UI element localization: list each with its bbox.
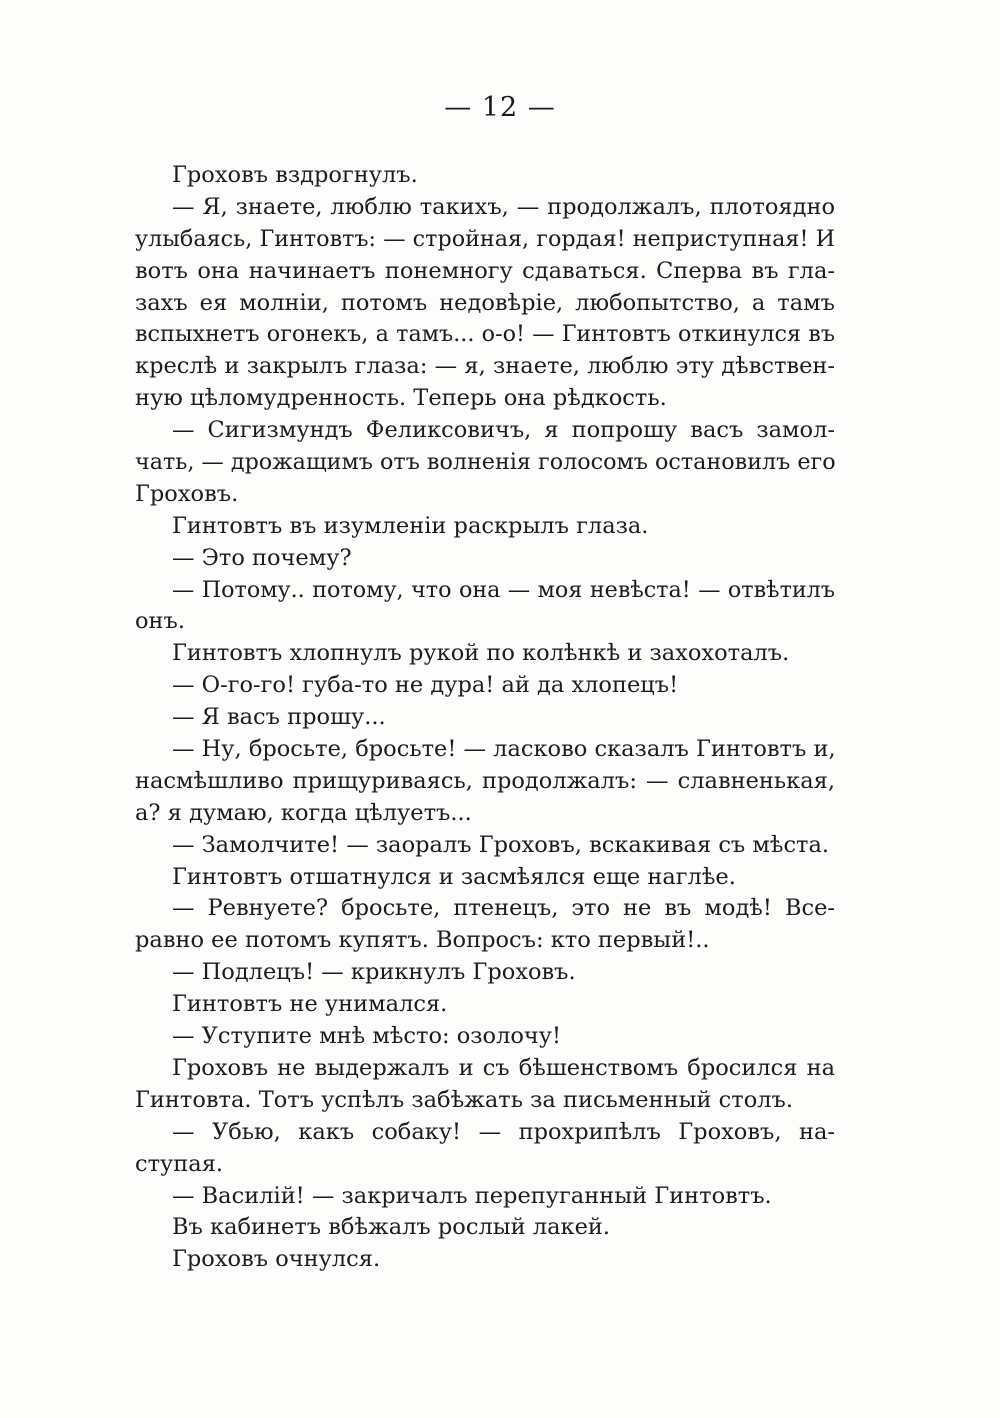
text-line: — Подлецъ! — крикнулъ Гроховъ. bbox=[172, 959, 576, 986]
text-line: — О-го-го! губа-то не дура! ай да хлопецъ! bbox=[172, 672, 679, 699]
text-line: креслѣ и закрылъ глаза: — я, знаете, люблю эту дѣвствен- bbox=[135, 353, 835, 380]
text-line: — Ну, бросьте, бросьте! — ласково сказалъ Гинтовтъ и, bbox=[172, 736, 836, 763]
text-line: Гинтовтъ хлопнулъ рукой по колѣнкѣ и захохоталъ. bbox=[172, 640, 790, 667]
text-line: захъ ея молніи, потомъ недовѣріе, любопытство, а тамъ bbox=[135, 289, 835, 316]
text-line: ную цѣломудренность. Теперь она рѣдкость. bbox=[135, 385, 667, 412]
body-text bbox=[135, 160, 835, 1276]
text-line: онъ. bbox=[135, 608, 186, 635]
text-line: Гроховъ. bbox=[135, 480, 239, 507]
text-line: — Я васъ прошу... bbox=[172, 704, 386, 731]
text-line: Гинтовтъ не унимался. bbox=[172, 991, 448, 1018]
text-line: вспыхнетъ огонекъ, а тамъ... о-о! — Гинтовтъ откинулся въ bbox=[135, 321, 835, 348]
text-line: — Сигизмундъ Феликсовичъ, я попрошу васъ замол- bbox=[172, 417, 835, 444]
text-line: а? я думаю, когда цѣлуетъ... bbox=[135, 799, 472, 826]
text-line: Гроховъ вздрогнулъ. bbox=[172, 162, 418, 188]
text-line: — Уступите мнѣ мѣсто: озолочу! bbox=[172, 1023, 562, 1050]
text-line: Гроховъ очнулся. bbox=[172, 1246, 381, 1273]
text-line: — Убью, какъ собаку! — прохрипѣлъ Гроховъ, на- bbox=[172, 1118, 835, 1145]
text-line: Гинтовтъ отшатнулся и засмѣялся еще наглѣе. bbox=[172, 863, 736, 890]
text-line: — Замолчите! — заоралъ Гроховъ, вскакивая съ мѣста. bbox=[172, 831, 830, 858]
text-line: Въ кабинетъ вбѣжалъ рослый лакей. bbox=[172, 1214, 611, 1241]
text-line: — Это почему? bbox=[172, 544, 352, 571]
page-number: — 12 — bbox=[444, 92, 556, 123]
text-line: Гроховъ не выдержалъ и съ бѣшенствомъ бросился на bbox=[172, 1054, 835, 1081]
text-line: Гинтовта. Тотъ успѣлъ забѣжать за письменный столъ. bbox=[135, 1086, 794, 1113]
text-line: — Ревнуете? бросьте, птенецъ, это не въ модѣ! Все- bbox=[172, 895, 835, 922]
text-line: Гинтовтъ въ изумленіи раскрылъ глаза. bbox=[172, 512, 649, 539]
text-line: равно ее потомъ купятъ. Вопросъ: кто первый!.. bbox=[135, 927, 710, 954]
text-line: улыбаясь, Гинтовтъ: — стройная, гордая! неприступная! И bbox=[135, 225, 835, 252]
text-line: ступая. bbox=[135, 1150, 224, 1177]
text-line: — Василій! — закричалъ перепуганный Гинтовтъ. bbox=[172, 1182, 772, 1209]
text-line: насмѣшливо прищуриваясь, продолжалъ: — славненькая, bbox=[135, 767, 835, 794]
text-line: чать, — дрожащимъ отъ волненія голосомъ остановилъ его bbox=[135, 449, 836, 476]
text-line: — Я, знаете, люблю такихъ, — продолжалъ, плотоядно bbox=[172, 193, 835, 220]
text-line: — Потому.. потому, что она — моя невѣста! — отвѣтилъ bbox=[172, 576, 835, 603]
text-line: вотъ она начинаетъ понемногу сдаваться. Сперва въ гла- bbox=[135, 257, 835, 284]
